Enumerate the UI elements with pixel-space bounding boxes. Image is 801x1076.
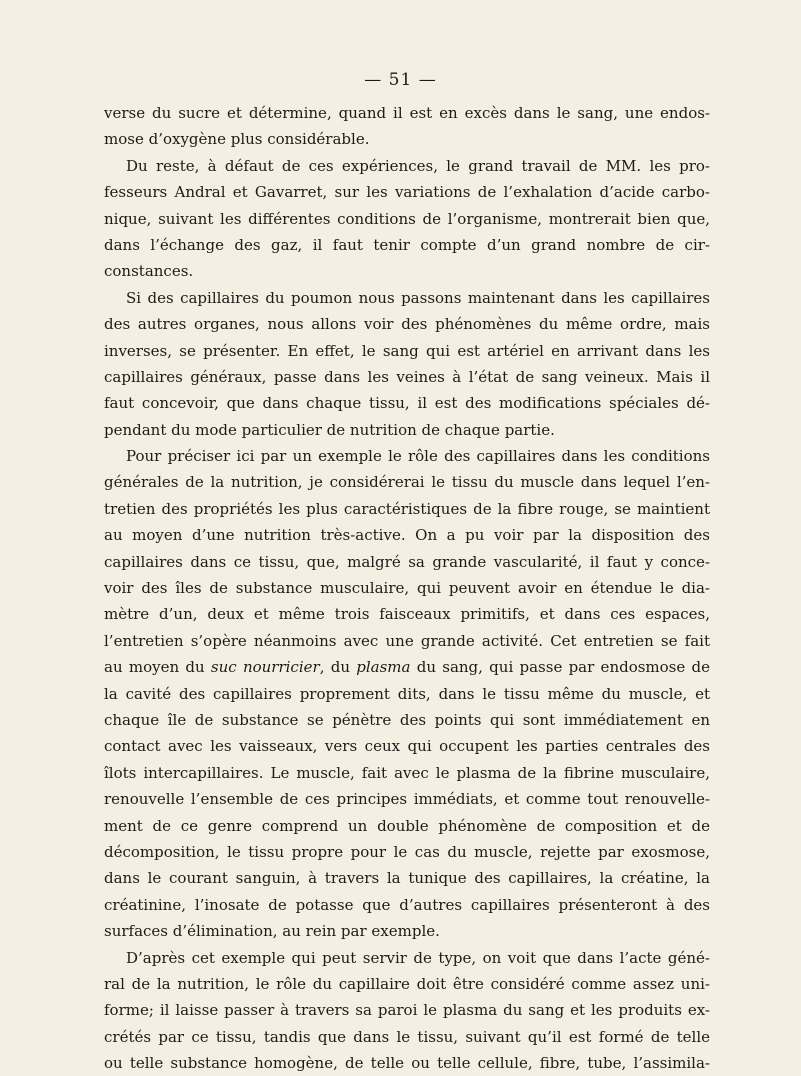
text-line: voir des îles de substance musculaire, qui peuvent avoir en étendue le dia- bbox=[104, 579, 710, 598]
text-line: nique, suivant les différentes conditions de l’organisme, montrerait bien que, bbox=[104, 209, 710, 228]
text-line: îlots intercapillaires. Le muscle, fait avec le plasma de la fibrine musculaire, bbox=[104, 763, 710, 782]
text-line: verse du sucre et détermine, quand il est en excès dans le sang, une endos- bbox=[104, 104, 710, 122]
text-line: dans le courant sanguin, à travers la tunique des capillaires, la créatine, la bbox=[104, 869, 710, 888]
text-line: des autres organes, nous allons voir des phénomènes du même ordre, mais bbox=[104, 315, 710, 334]
body-text bbox=[104, 100, 710, 1076]
text-line: capillaires généraux, passe dans les veines à l’état de sang veineux. Mais il bbox=[104, 367, 710, 386]
text-line: générales de la nutrition, je considérerai le tissu du muscle dans lequel l’en- bbox=[104, 473, 710, 492]
text-line: capillaires dans ce tissu, que, malgré sa grande vascularité, il faut y conce- bbox=[104, 552, 710, 571]
page-number: — 51 — bbox=[364, 70, 437, 90]
text-line: créatinine, l’inosate de potasse que d’autres capillaires présenteront à des bbox=[104, 895, 710, 914]
text-line: mose d’oxygène plus considérable. bbox=[104, 130, 370, 149]
italic-term: plasma bbox=[356, 658, 411, 677]
text-line: D’après cet exemple qui peut servir de type, on voit que dans l’acte géné- bbox=[126, 948, 710, 967]
text-line: Pour préciser ici par un exemple le rôle des capillaires dans les conditions bbox=[126, 447, 710, 466]
text-line: la cavité des capillaires proprement dits, dans le tissu même du muscle, et bbox=[104, 684, 710, 703]
text-line: faut concevoir, que dans chaque tissu, il est des modifications spéciales dé- bbox=[104, 394, 710, 413]
text-line: constances. bbox=[104, 262, 194, 281]
text-line: renouvelle l’ensemble de ces principes immédiats, et comme tout renouvelle- bbox=[104, 790, 710, 809]
text-segment: du sang, qui passe par endosmose de bbox=[410, 658, 710, 677]
text-line: surfaces d’élimination, au rein par exemple. bbox=[104, 922, 440, 941]
text-line: ment de ce genre comprend un double phénomène de composition et de bbox=[104, 816, 710, 835]
text-line: inverses, se présenter. En effet, le sang qui est artériel en arrivant dans les bbox=[104, 341, 710, 360]
text-line: décomposition, le tissu propre pour le cas du muscle, rejette par exosmose, bbox=[104, 842, 710, 861]
italic-term: suc nourricier bbox=[210, 658, 320, 677]
text-line: tretien des propriétés les plus caractéristiques de la fibre rouge, se maintient bbox=[104, 499, 710, 518]
text-line: forme; il laisse passer à travers sa paroi le plasma du sang et les produits ex- bbox=[104, 1001, 710, 1020]
text-segment: au moyen du bbox=[104, 658, 211, 677]
text-line: chaque île de substance se pénètre des points qui sont immédiatement en bbox=[104, 710, 710, 729]
text-line: contact avec les vaisseaux, vers ceux qui occupent les parties centrales des bbox=[104, 737, 710, 756]
text-line: pendant du mode particulier de nutrition de chaque partie. bbox=[104, 420, 555, 439]
text-line: fesseurs Andral et Gavarret, sur les variations de l’exhalation d’acide carbo- bbox=[104, 183, 710, 202]
text-line bbox=[104, 654, 710, 680]
text-segment: , du bbox=[319, 658, 357, 677]
text-line: ral de la nutrition, le rôle du capillaire doit être considéré comme assez uni- bbox=[104, 974, 710, 993]
text-line: l’entretien s’opère néanmoins avec une grande activité. Cet entretien se fait bbox=[104, 631, 710, 650]
text-line: crétés par ce tissu, tandis que dans le tissu, suivant qu’il est formé de telle bbox=[104, 1027, 710, 1046]
text-line: Si des capillaires du poumon nous passons maintenant dans les capillaires bbox=[126, 288, 710, 307]
text-line: ou telle substance homogène, de telle ou telle cellule, fibre, tube, l’assimila- bbox=[104, 1054, 710, 1073]
text-line: au moyen d’une nutrition très-active. On a pu voir par la disposition des bbox=[104, 526, 710, 545]
text-line: mètre d’un, deux et même trois faisceaux primitifs, et dans ces espaces, bbox=[104, 605, 710, 624]
text-line: dans l’échange des gaz, il faut tenir compte d’un grand nombre de cir- bbox=[104, 235, 710, 254]
text-line: Du reste, à défaut de ces expériences, le grand travail de MM. les pro- bbox=[126, 156, 710, 175]
